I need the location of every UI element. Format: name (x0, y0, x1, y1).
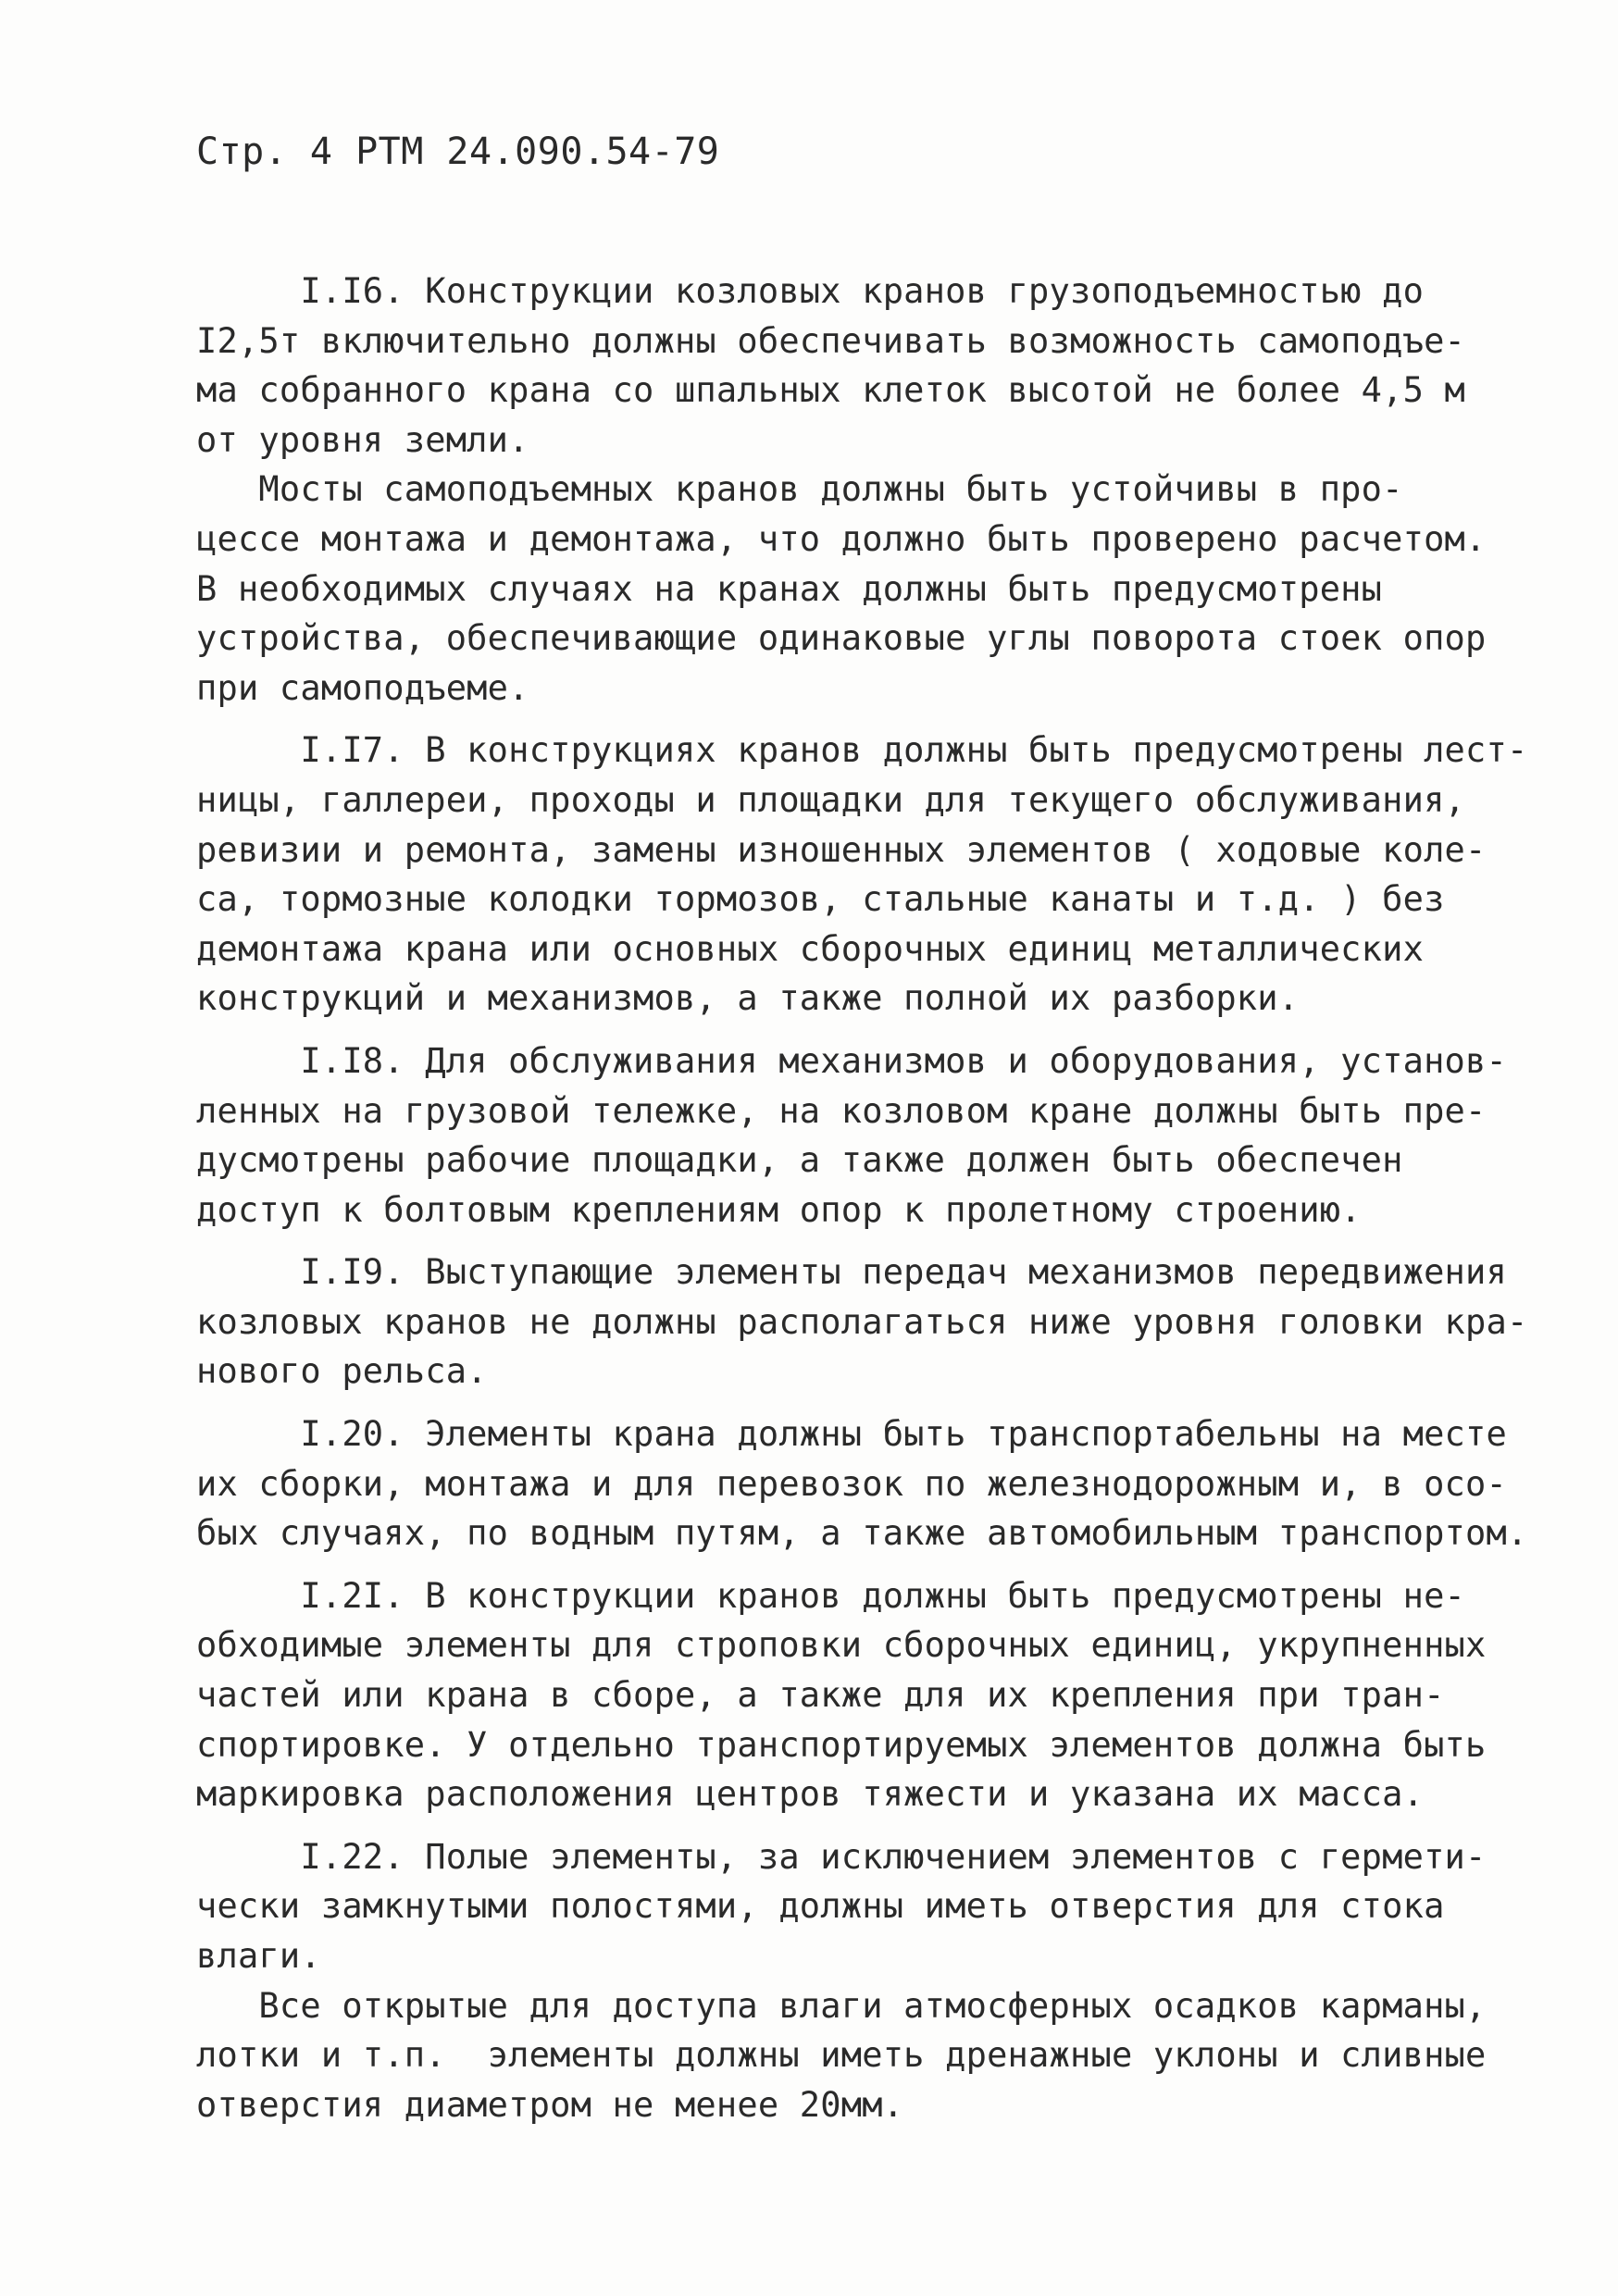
text-line: ревизии и ремонта, замены изношенных элементов ( ходовые коле- (196, 829, 1487, 870)
text-line: влаги. (196, 1936, 321, 1976)
text-line: ленных на грузовой тележке, на козловом кране должны быть пре- (196, 1090, 1487, 1131)
text-line: отверстия диаметром не менее 20мм. (196, 2084, 904, 2125)
text-line: ницы, галлереи, проходы и площадки для текущего обслуживания, (196, 779, 1466, 820)
text-line: их сборки, монтажа и для перевозок по железнодорожным и, в осо- (196, 1463, 1507, 1504)
paragraph-1-16-continued (196, 465, 1511, 713)
paragraph-1-22-continued (196, 1981, 1511, 2130)
text-line: доступ к болтовым креплениям опор к пролетному строению. (196, 1189, 1362, 1230)
text-line: лотки и т.п. элементы должны иметь дренажные уклоны и сливные (196, 2035, 1487, 2076)
document-body (196, 267, 1528, 2129)
text-line: I2,5т включительно должны обеспечивать возможность самоподъе- (196, 320, 1466, 361)
paragraph-1-16 (196, 267, 1511, 465)
text-line: I.20. Элементы крана должны быть транспортабельны на месте (196, 1414, 1507, 1455)
text-line: маркировка расположения центров тяжести и указана их масса. (196, 1774, 1425, 1815)
text-line: козловых кранов не должны располагаться ниже уровня головки кра- (196, 1301, 1528, 1342)
paragraph-1-19 (196, 1247, 1528, 1396)
text-line: демонтажа крана или основных сборочных единиц металлических (196, 928, 1425, 969)
text-line: бых случаях, по водным путям, а также автомобильным транспортом. (196, 1513, 1528, 1554)
text-line: цессе монтажа и демонтажа, что должно быть проверено расчетом. (196, 518, 1487, 559)
paragraph-1-17 (196, 726, 1528, 1024)
text-line: спортировке. У отдельно транспортируемых элементов должна быть (196, 1724, 1487, 1765)
text-line: I.I9. Выступающие элементы передач механизмов передвижения (196, 1252, 1507, 1293)
paragraph-1-20 (196, 1409, 1528, 1558)
text-line: В необходимых случаях на кранах должны быть предусмотрены (196, 568, 1383, 609)
paragraph-1-18 (196, 1036, 1511, 1235)
text-line: устройства, обеспечивающие одинаковые углы поворота стоек опор (196, 618, 1487, 659)
text-line: I.I8. Для обслуживания механизмов и оборудования, установ- (196, 1040, 1507, 1081)
text-line: при самоподъеме. (196, 667, 529, 708)
text-line: нового рельса. (196, 1351, 488, 1392)
text-line: I.2I. В конструкции кранов должны быть предусмотрены не- (196, 1575, 1466, 1616)
text-line: са, тормозные колодки тормозов, стальные канаты и т.д. ) без (196, 879, 1445, 920)
text-line: конструкций и механизмов, а также полной их разборки. (196, 978, 1300, 1019)
text-line: Мосты самоподъемных кранов должны быть устойчивы в про- (196, 469, 1403, 510)
text-line: частей или крана в сборе, а также для их крепления при тран- (196, 1675, 1445, 1716)
text-line: от уровня земли. (196, 419, 529, 460)
text-line: I.I7. В конструкциях кранов должны быть предусмотрены лест- (196, 730, 1528, 771)
text-line: обходимые элементы для строповки сборочных единиц, укрупненных (196, 1625, 1487, 1666)
text-line: ма собранного крана со шпальных клеток высотой не более 4,5 м (196, 370, 1466, 411)
page-header: Стр. 4 РТМ 24.090.54-79 (196, 130, 720, 173)
text-line: I.22. Полые элементы, за исключением элементов с гермети- (196, 1836, 1487, 1877)
text-line: чески замкнутыми полостями, должны иметь отверстия для стока (196, 1886, 1445, 1927)
text-line: Все открытые для доступа влаги атмосферных осадков карманы, (196, 1985, 1487, 2026)
text-line: I.I6. Конструкции козловых кранов грузоподъемностью до (196, 271, 1425, 311)
paragraph-1-21 (196, 1571, 1511, 1819)
paragraph-1-22 (196, 1832, 1511, 1981)
text-line: дусмотрены рабочие площадки, а также должен быть обеспечен (196, 1140, 1403, 1181)
